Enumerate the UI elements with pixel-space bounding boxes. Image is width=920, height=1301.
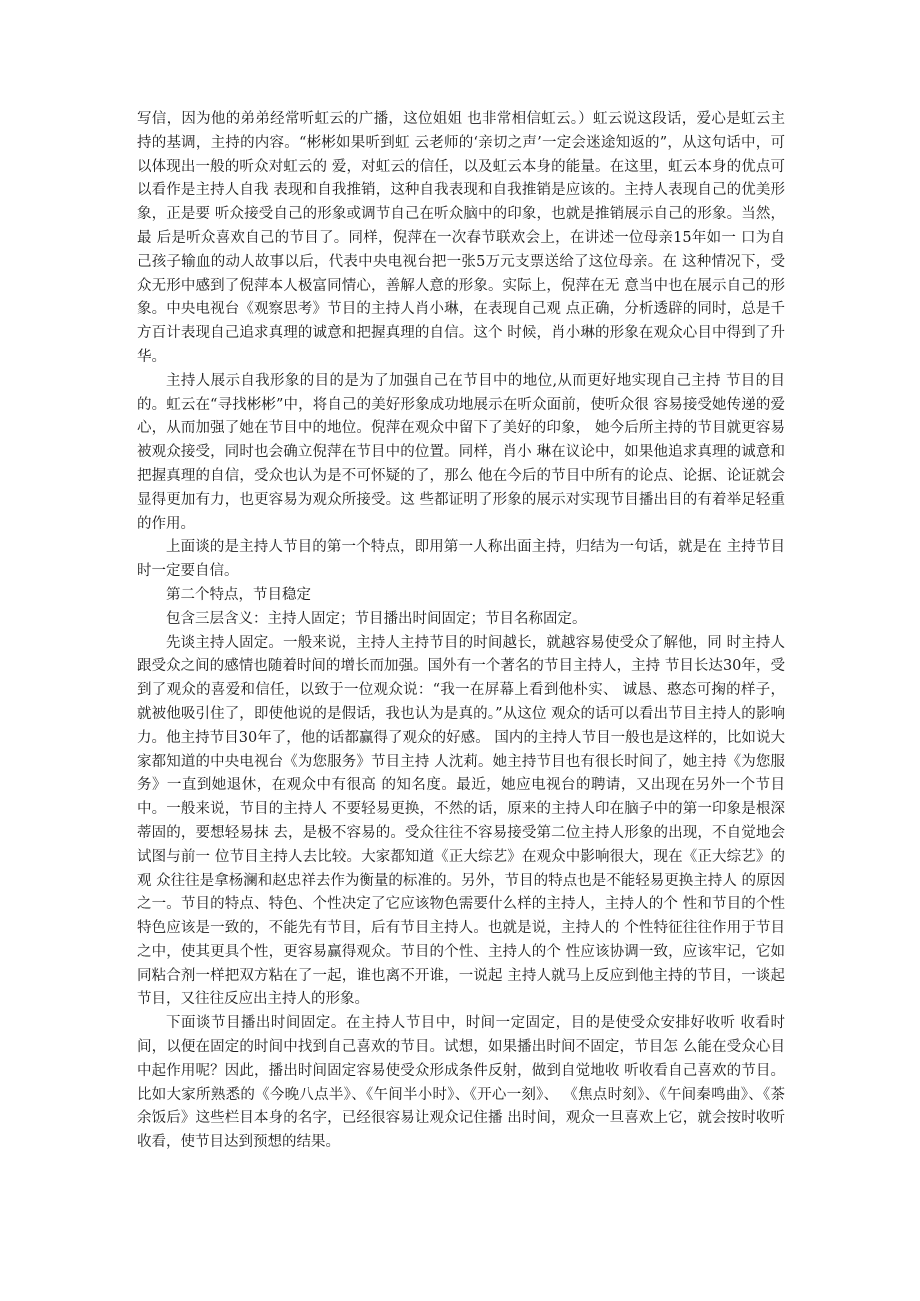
document-body: [137, 108, 785, 1155]
paragraph-fixed-time: 下面谈节目播出时间固定。在主持人节目中，时间一定固定，目的是使受众安排好收听 收看时间，以便在固定的时间中找到自己喜欢的节目。试想，如果播出时间不固定，节目怎 么能在受众心目中起作用呢？因此，播出时间固定容易使受众形成条件反射，做到自觉地收 听收看自己喜欢的节目。比如大家所熟悉的《今晚八点半》、《午间半小时》、《开心一刻》、 《焦点时刻》、《午间秦鸣曲》、《茶余饭后》这些栏目本身的名字，已经很容易让观众记住播 出时间，观众一旦喜欢上它，就会按时收听收看，使节目达到预想的结果。: [137, 1015, 785, 1151]
section-heading-second-feature: 第二个特点，节目稳定: [166, 586, 311, 603]
paragraph-first-feature-summary: 上面谈的是主持人节目的第一个特点，即用第一人称出面主持，归结为一句话，就是在 主持节目时一定要自信。: [137, 539, 785, 580]
paragraph-continuation: 写信，因为他的弟弟经常听虹云的广播，这位姐姐 也非常相信虹云。）虹云说这段话，爱心是虹云主持的基调，主持的内容。“彬彬如果听到虹 云老师的‘亲切之声’一定会迷途知返的”，从这句话中，可以体现出一般的听众对虹云的 爱，对虹云的信任，以及虹云本身的能量。在这里，虹云本身的优点可以看作是主持人自我 表现和自我推销，这种自我表现和自我推销是应该的。主持人表现自己的优美形象，正是要 听众接受自己的形象或调节自己在听众脑中的印象，也就是推销展示自己的形象。当然，最 后是听众喜欢自己的节目了。同样，倪萍在一次春节联欢会上，在讲述一位母亲15年如一 口为自己孩子输血的动人故事以后，代表中央电视台把一张5万元支票送给了这位母亲。在 这种情况下，受众无形中感到了倪萍本人极富同情心，善解人意的形象。实际上，倪萍在无 意当中也在展示自己的形象。中央电视台《观察思考》节目的主持人肖小琳，在表现自己观 点正确，分析透辟的同时，总是千方百计表现自己追求真理的诚意和把握真理的自信。这个 时候，肖小琳的形象在观众心目中得到了升华。: [137, 111, 785, 365]
paragraph-fixed-host: 先谈主持人固定。一般来说，主持人主持节目的时间越长，就越容易使受众了解他，同 时主持人跟受众之间的感情也随着时间的增长而加强。国外有一个著名的节目主持人，主持 节目长达30年，受到了观众的喜爱和信任，以致于一位观众说：“我一在屏幕上看到他朴实、 诚恳、憨态可掬的样子，就被他吸引住了，即使他说的是假话，我也认为是真的。”从这位 观众的话可以看出节目主持人的影响力。他主持节目30年了，他的话都赢得了观众的好感。 国内的主持人节目一般也是这样的，比如说大家都知道的中央电视台《为您服务》节目主持 人沈莉。她主持节目也有很长时间了，她主持《为您服务》一直到她退休，在观众中有很高 的知名度。最近，她应电视台的聘请，又出现在另外一个节目中。一般来说，节目的主持人 不要轻易更换，不然的话，原来的主持人印在脑子中的第一印象是根深蒂固的，要想轻易抹 去，是极不容易的。受众往往不容易接受第二位主持人形象的出现，不自觉地会试图与前一 位节目主持人去比较。大家都知道《正大综艺》在观众中影响很大，现在《正大综艺》的观 众往往是拿杨澜和赵忠祥去作为衡量的标准的。另外，节目的特点也是不能轻易更换主持人 的原因之一。节目的特点、特色、个性决定了它应该物色需要什么样的主持人，主持人的个 性和节目的个性特色应该是一致的，不能先有节目，后有节目主持人。也就是说，主持人的 个性特征往往作用于节目之中，使其更具个性，更容易赢得观众。节目的个性、主持人的个 性应该协调一致，应该牢记，它如同粘合剂一样把双方粘在了一起，谁也离不开谁，一说起 主持人就马上反应到他主持的节目，一谈起节目，又往往反应出主持人的形象。: [137, 634, 785, 1008]
paragraph-three-meanings: 包含三层含义：主持人固定；节目播出时间固定；节目名称固定。: [166, 610, 587, 627]
paragraph-self-image-purpose: 主持人展示自我形象的目的是为了加强自己在节目中的地位,从而更好地实现自己主持 节目的目的。虹云在“寻找彬彬”中，将自己的美好形象成功地展示在听众面前，使听众很 容易接受她传递的爱心，从而加强了她在节目中的地位。倪萍在观众中留下了美好的印象， 她今后所主持的节目就更容易被观众接受，同时也会确立倪萍在节目中的位置。同样，肖小 琳在议论中，如果他追求真理的诚意和把握真理的自信，受众也认为是不可怀疑的了，那么 他在今后的节目中所有的论点、论据、论证就会显得更加有力，也更容易为观众所接受。这 些都证明了形象的展示对实现节目播出目的有着举足轻重的作用。: [137, 372, 785, 532]
